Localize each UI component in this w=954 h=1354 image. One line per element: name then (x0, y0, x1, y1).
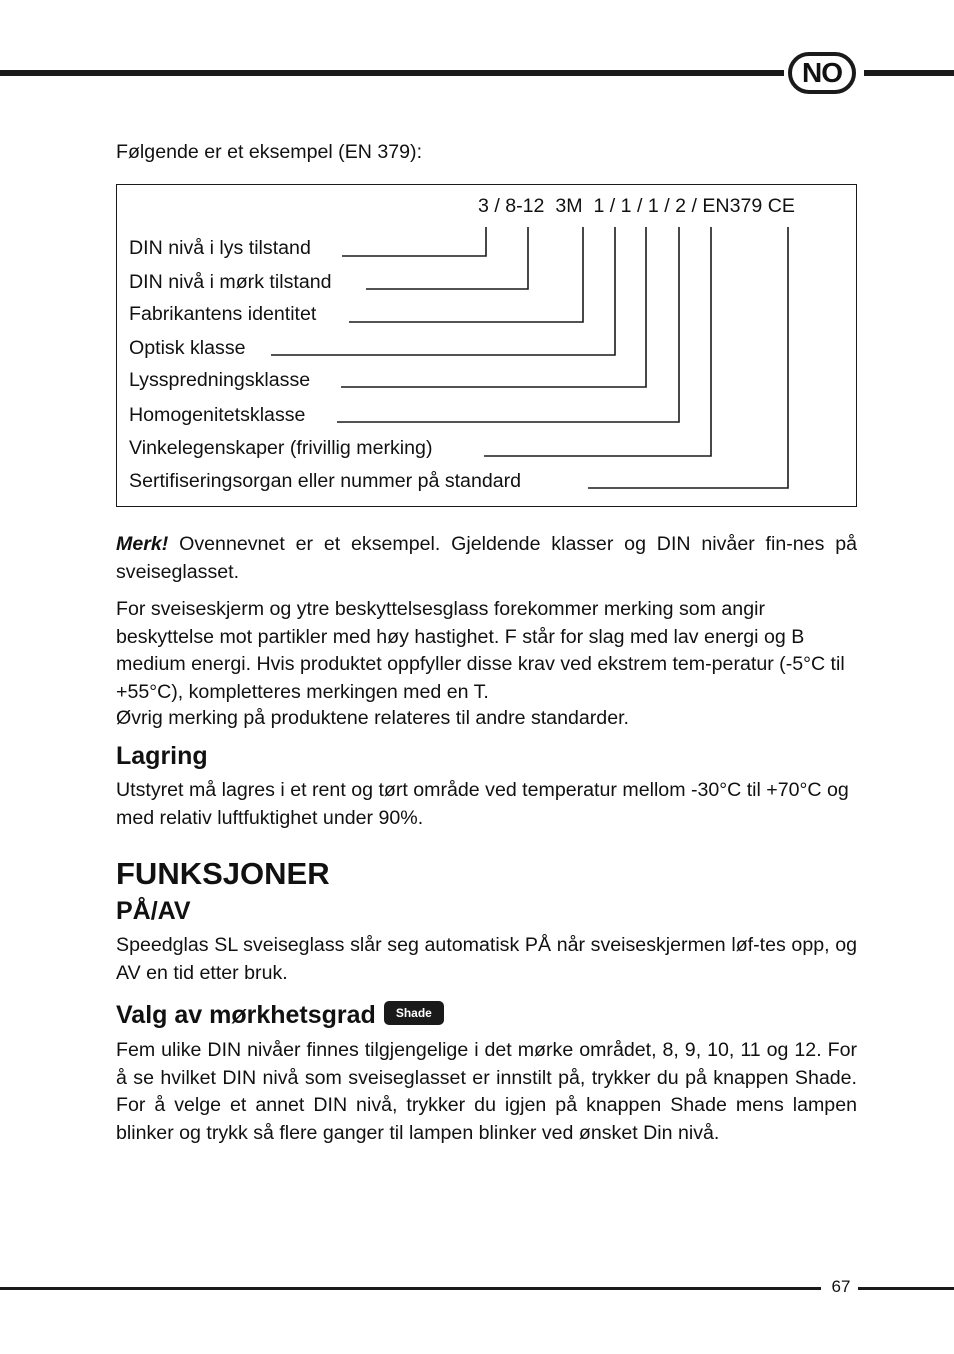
onoff-heading: PÅ/AV (116, 897, 191, 925)
leader-lines (0, 0, 954, 520)
label-diffusion-class: Lysspredningsklasse (129, 369, 311, 391)
shade-heading-row (116, 1000, 444, 1030)
footer-rule-right (858, 1287, 954, 1290)
leader-din-light (342, 227, 486, 256)
leader-manufacturer (349, 227, 583, 322)
page-number: 67 (831, 1277, 851, 1296)
label-angle-properties: Vinkelegenskaper (frivillig merking) (129, 437, 433, 459)
leader-certification-body (588, 227, 788, 488)
label-din-light: DIN nivå i lys tilstand (129, 237, 311, 259)
shade-heading: Valg av mørkhetsgrad (116, 1001, 376, 1029)
language-badge: NO (788, 52, 856, 94)
label-optical-class: Optisk klasse (129, 337, 246, 359)
note-label: Merk! (116, 533, 169, 555)
intro-text: Følgende er et eksempel (EN 379): (116, 141, 423, 163)
leader-din-dark (366, 227, 528, 289)
note-paragraph (116, 531, 857, 586)
storage-heading: Lagring (116, 742, 208, 770)
other-marking-paragraph: Øvrig merking på produktene relateres til andre standarder. (116, 707, 629, 729)
label-din-dark: DIN nivå i mørk tilstand (129, 271, 332, 293)
label-certification-body: Sertifiseringsorgan eller nummer på standard (129, 470, 522, 492)
onoff-text: Speedglas SL sveiseglass slår seg automatisk PÅ når sveiseskjermen løf-tes opp, og AV en tid etter bruk. (116, 934, 857, 984)
shade-button-icon: Shade (384, 1001, 444, 1025)
functions-heading: FUNKSJONER (116, 856, 330, 891)
marking-code: 3 / 8-12 3M 1 / 1 / 1 / 2 / EN379 CE (478, 195, 795, 217)
footer-rule-left (0, 1287, 821, 1290)
note-text: Ovennevnet er et eksempel. Gjeldende klasser og DIN nivåer fin-nes på sveiseglasset. (116, 533, 857, 583)
shade-text: Fem ulike DIN nivåer finnes tilgjengelige i det mørke området, 8, 9, 10, 11 og 12. For å se hvilket DIN nivå som sveiseglasset er innstilt på, trykker du på knappen Shade. For å velge et annet DIN nivå, trykker du igjen på knappen Shade mens lampen blinker og trykk så flere ganger til lampen blinker ved ønsket Din nivå. (116, 1039, 857, 1144)
label-homogeneity-class: Homogenitetsklasse (129, 404, 306, 426)
leader-optical-class (271, 227, 615, 355)
leader-diffusion-class (341, 227, 646, 387)
label-manufacturer: Fabrikantens identitet (129, 303, 317, 325)
storage-text: Utstyret må lagres i et rent og tørt område ved temperatur mellom -30°C til +70°C og med relativ luftfuktighet under 90%. (116, 779, 849, 829)
marking-paragraph: For sveiseskjerm og ytre beskyttelsesglass forekommer merking som angir beskyttelse mot partikler med høy hastighet. F står for slag med lav energi og B medium energi. Hvis produktet oppfyller disse krav ved ekstrem tem-peratur (-5°C til +55°C), kompletteres merkingen med en T. (116, 598, 845, 703)
